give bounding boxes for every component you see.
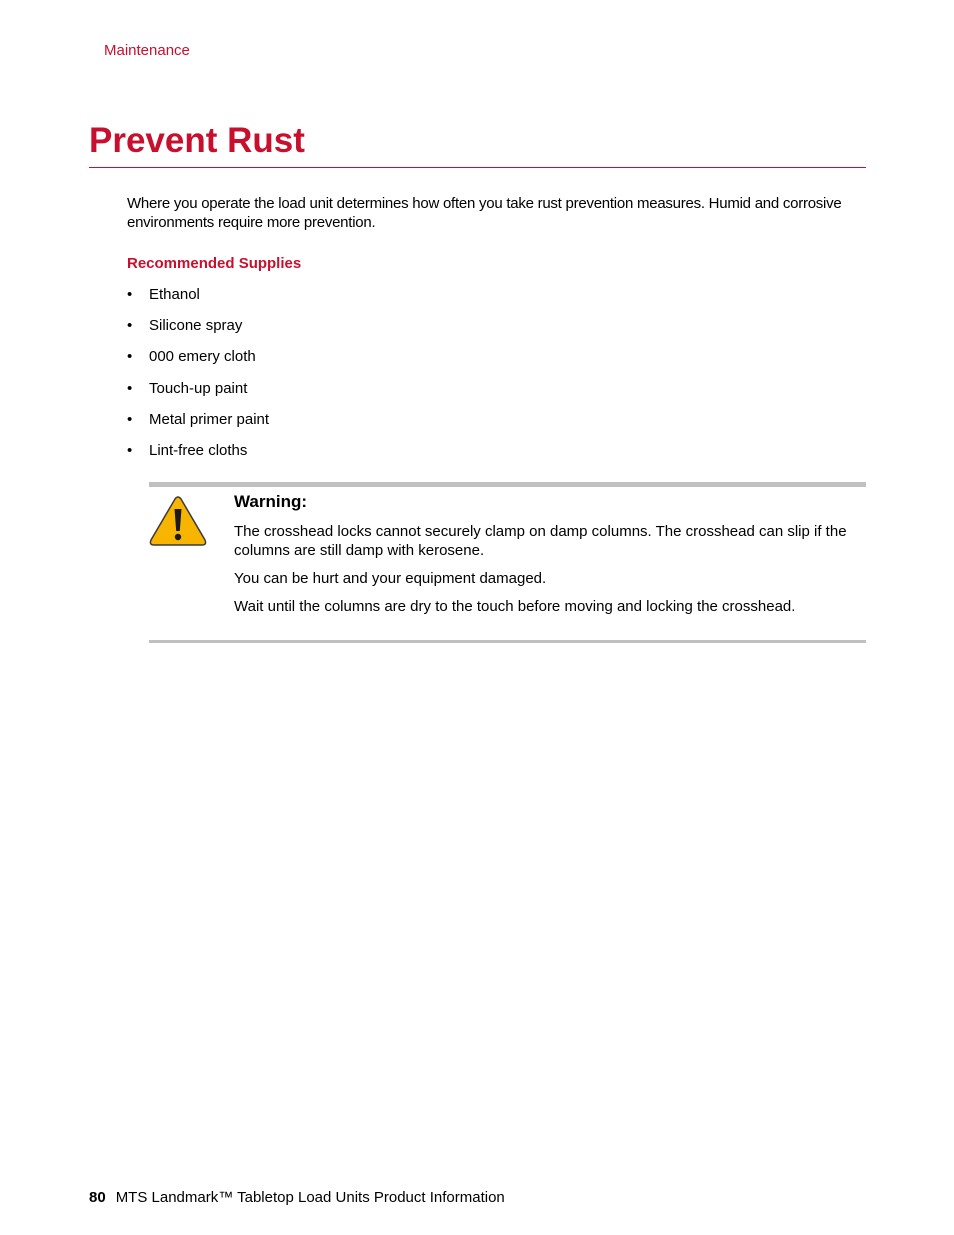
bullet: • [127,286,133,303]
warning-triangle-icon [149,495,207,546]
list-item-label: Silicone spray [149,317,243,335]
list-item [127,285,269,316]
list-item [127,379,269,410]
bullet: • [127,441,133,459]
warning-title: Warning: [234,492,308,511]
list-item [127,316,269,347]
list-item-label: Metal primer paint [149,410,270,428]
title-divider [89,167,866,168]
page-footer [89,1189,505,1206]
warning-bottom-rule [149,640,866,643]
warning-paragraph: Wait until the columns are dry to the touch before moving and locking the crosshead. [234,598,796,615]
page-title: Prevent Rust [89,121,305,160]
section-header: Maintenance [104,42,190,59]
list-item [127,441,269,472]
supplies-list [127,285,269,472]
warning-paragraph: The crosshead locks cannot securely clamp on damp columns. The crosshead can slip if the columns are still damp with kerosene. [234,523,847,559]
bullet: • [127,348,133,366]
list-item [127,410,269,441]
list-item [127,347,269,378]
supplies-heading: Recommended Supplies [127,255,302,272]
page-number: 80 [89,1189,106,1206]
bullet: • [127,410,133,428]
list-item-label: Lint-free cloths [149,441,248,459]
bullet: • [127,317,133,335]
list-item-label: 000 emery cloth [149,348,256,366]
warning-top-rule [149,482,866,487]
footer-doc-title: MTS Landmark™ Tabletop Load Units Product Information [115,1189,505,1206]
list-item-label: Touch-up paint [149,379,248,397]
warning-body [234,522,874,625]
list-item-label: Ethanol [149,286,200,303]
warning-paragraph: You can be hurt and your equipment damaged. [234,570,547,587]
intro-paragraph: Where you operate the load unit determines how often you take rust prevention measures. Humid and corrosive environments require more prevention. [127,195,842,231]
bullet: • [127,379,133,397]
